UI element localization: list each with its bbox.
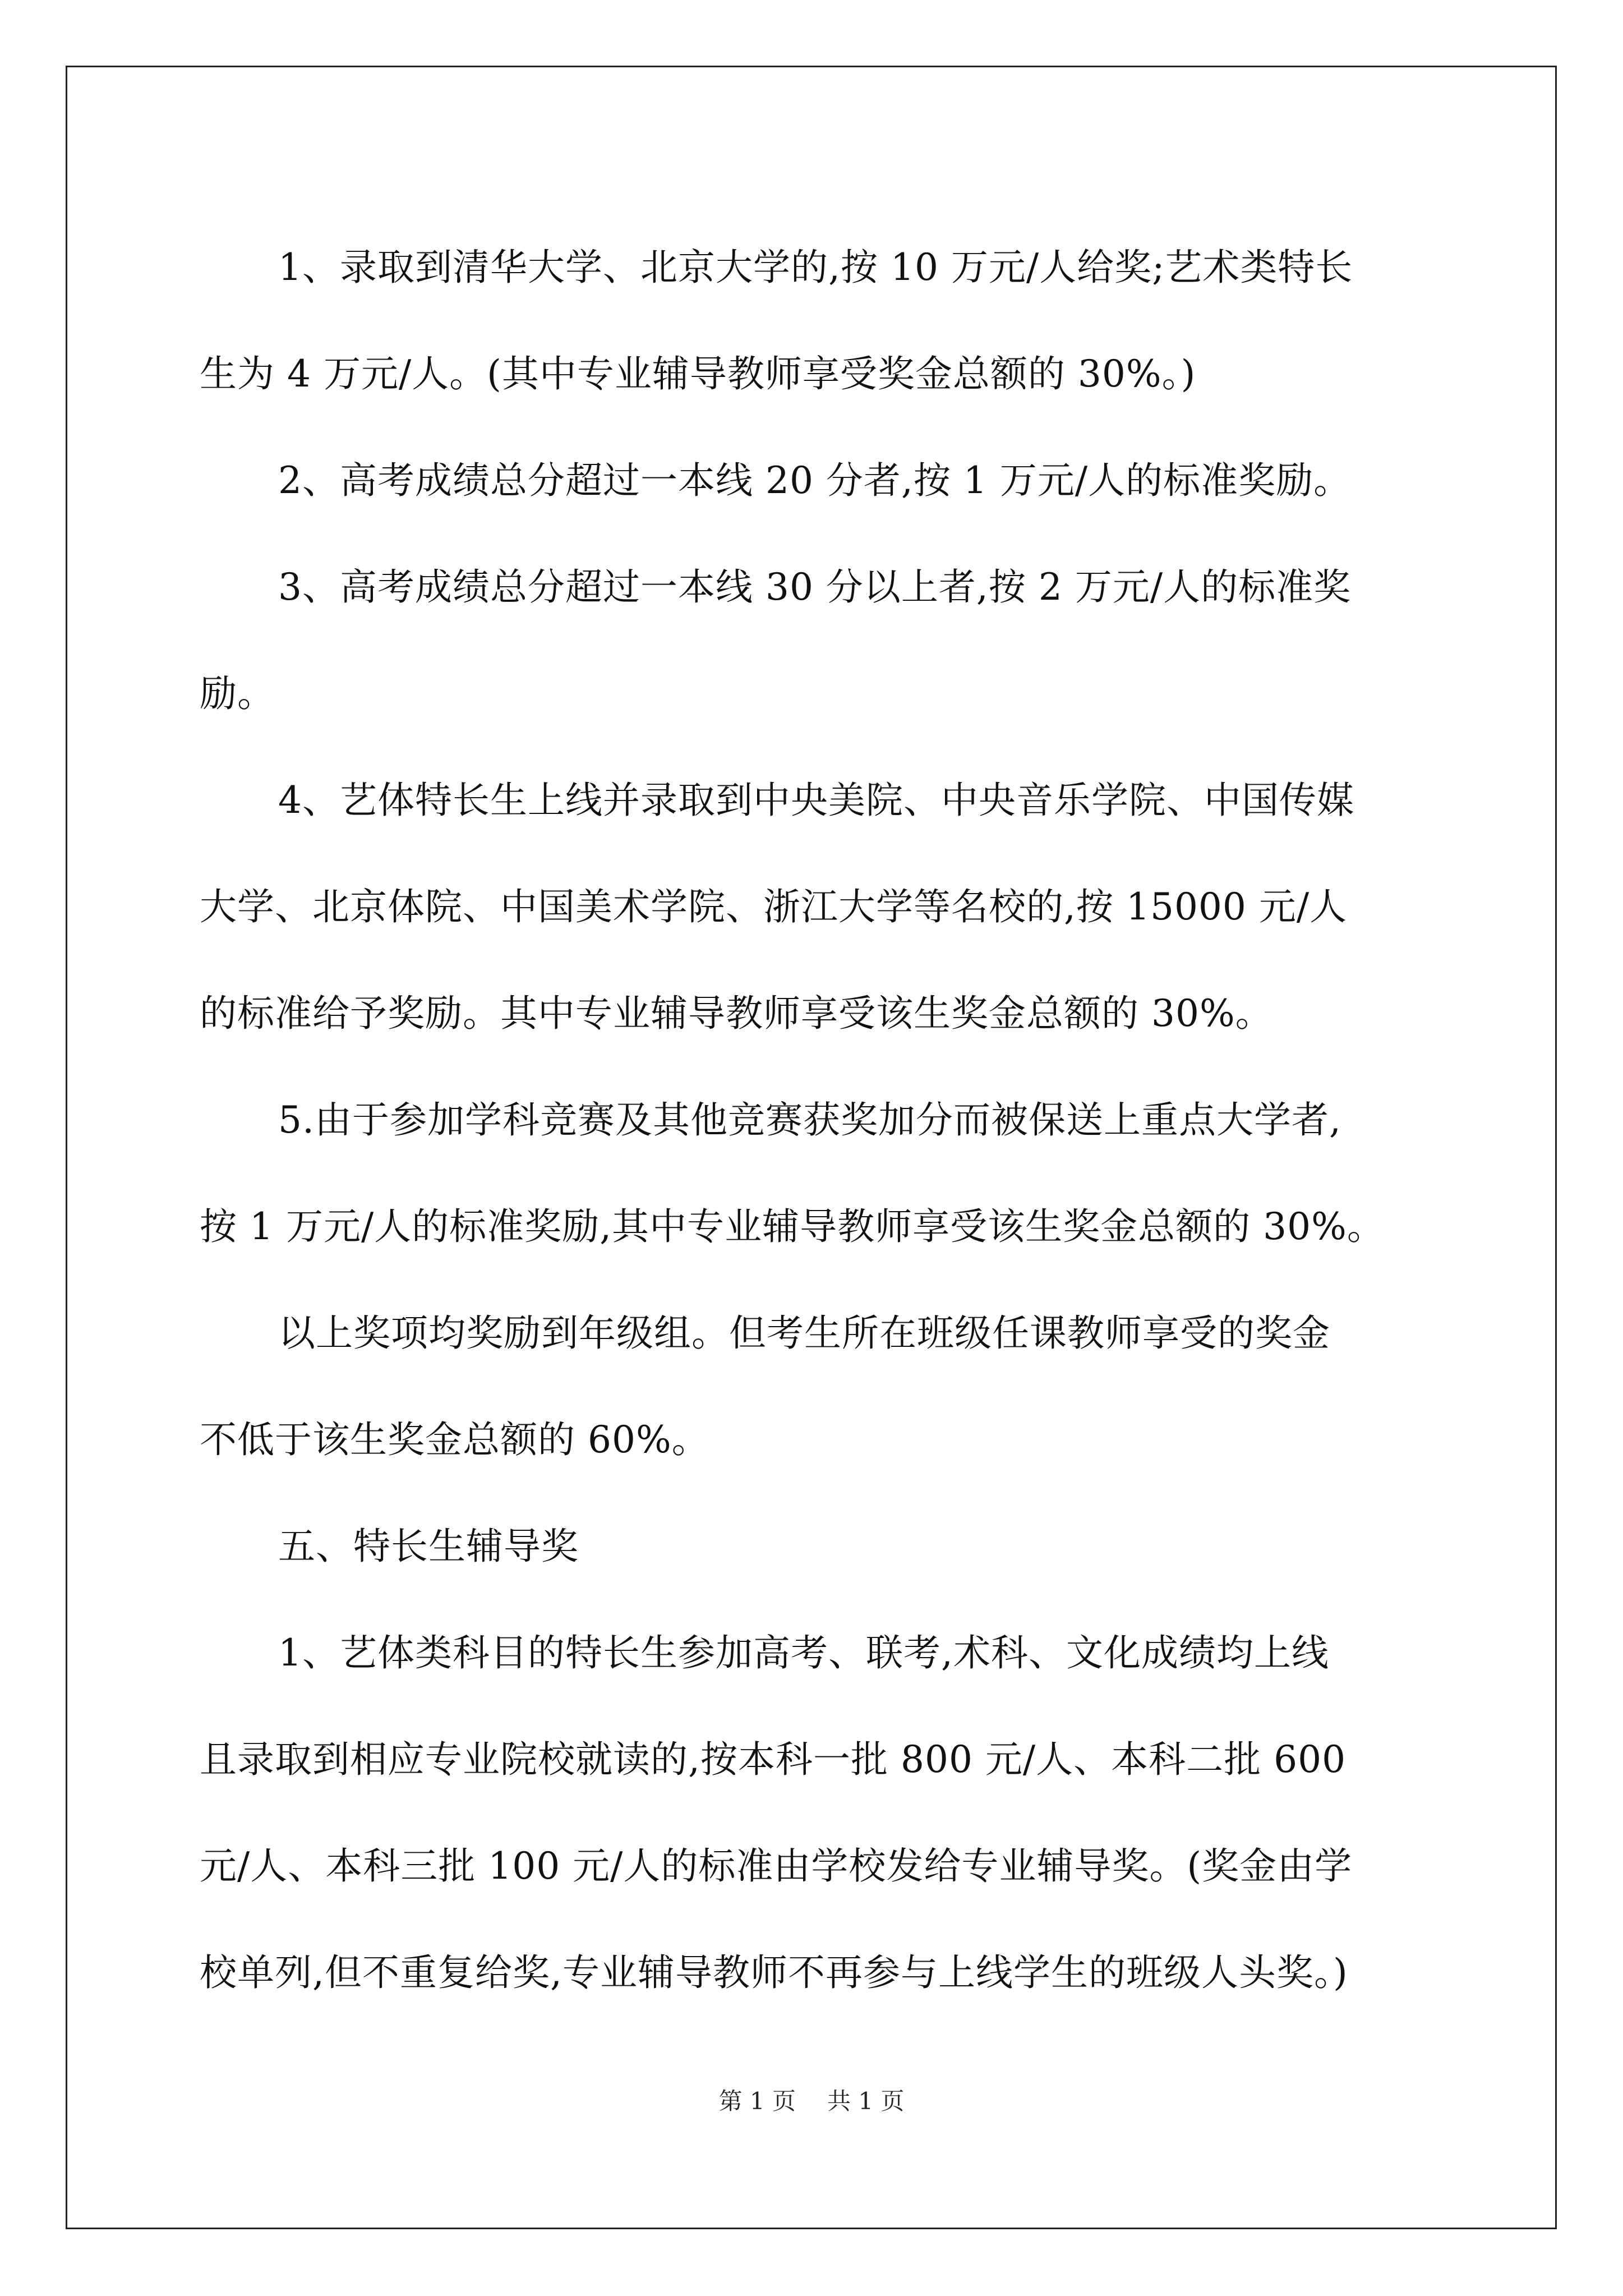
paragraph-line: 励。 [200,672,275,715]
paragraph-line: 1、录取到清华大学、北京大学的,按 10 万元/人给奖;艺术类特长 [278,246,1353,289]
paragraph-line: 校单列,但不重复给奖,专业辅导教师不再参与上线学生的班级人头奖。) [200,1951,1348,1994]
paragraph-line: 不低于该生奖金总额的 60%。 [200,1418,709,1461]
document-body [200,214,1422,2026]
paragraph-line: 5.由于参加学科竞赛及其他竞赛获奖加分而被保送上重点大学者, [278,1098,1341,1142]
paragraph-line: 按 1 万元/人的标准奖励,其中专业辅导教师享受该生奖金总额的 30%。 [200,1205,1385,1248]
paragraph-line: 生为 4 万元/人。(其中专业辅导教师享受奖金总额的 30%。) [200,352,1196,395]
paragraph-line: 2、高考成绩总分超过一本线 20 分者,按 1 万元/人的标准奖励。 [278,459,1352,502]
paragraph-line: 的标准给予奖励。其中专业辅导教师享受该生奖金总额的 30%。 [200,992,1273,1035]
page-number: 第 1 页 [718,2087,796,2115]
section-heading: 五、特长生辅导奖 [278,1525,579,1568]
paragraph-line: 大学、北京体院、中国美术学院、浙江大学等名校的,按 15000 元/人 [200,885,1348,928]
paragraph-line: 3、高考成绩总分超过一本线 30 分以上者,按 2 万元/人的标准奖 [278,565,1352,609]
paragraph-line: 且录取到相应专业院校就读的,按本科一批 800 元/人、本科二批 600 [200,1738,1347,1781]
paragraph-line: 1、艺体类科目的特长生参加高考、联考,术科、文化成绩均上线 [278,1631,1329,1674]
page-footer [0,2085,1623,2118]
paragraph-line: 以上奖项均奖励到年级组。但考生所在班级任课教师享受的奖金 [278,1312,1330,1355]
paragraph-line: 元/人、本科三批 100 元/人的标准由学校发给专业辅导奖。(奖金由学 [200,1844,1353,1888]
paragraph-line: 4、艺体特长生上线并录取到中央美院、中央音乐学院、中国传媒 [278,779,1354,822]
page-total: 共 1 页 [827,2087,905,2115]
